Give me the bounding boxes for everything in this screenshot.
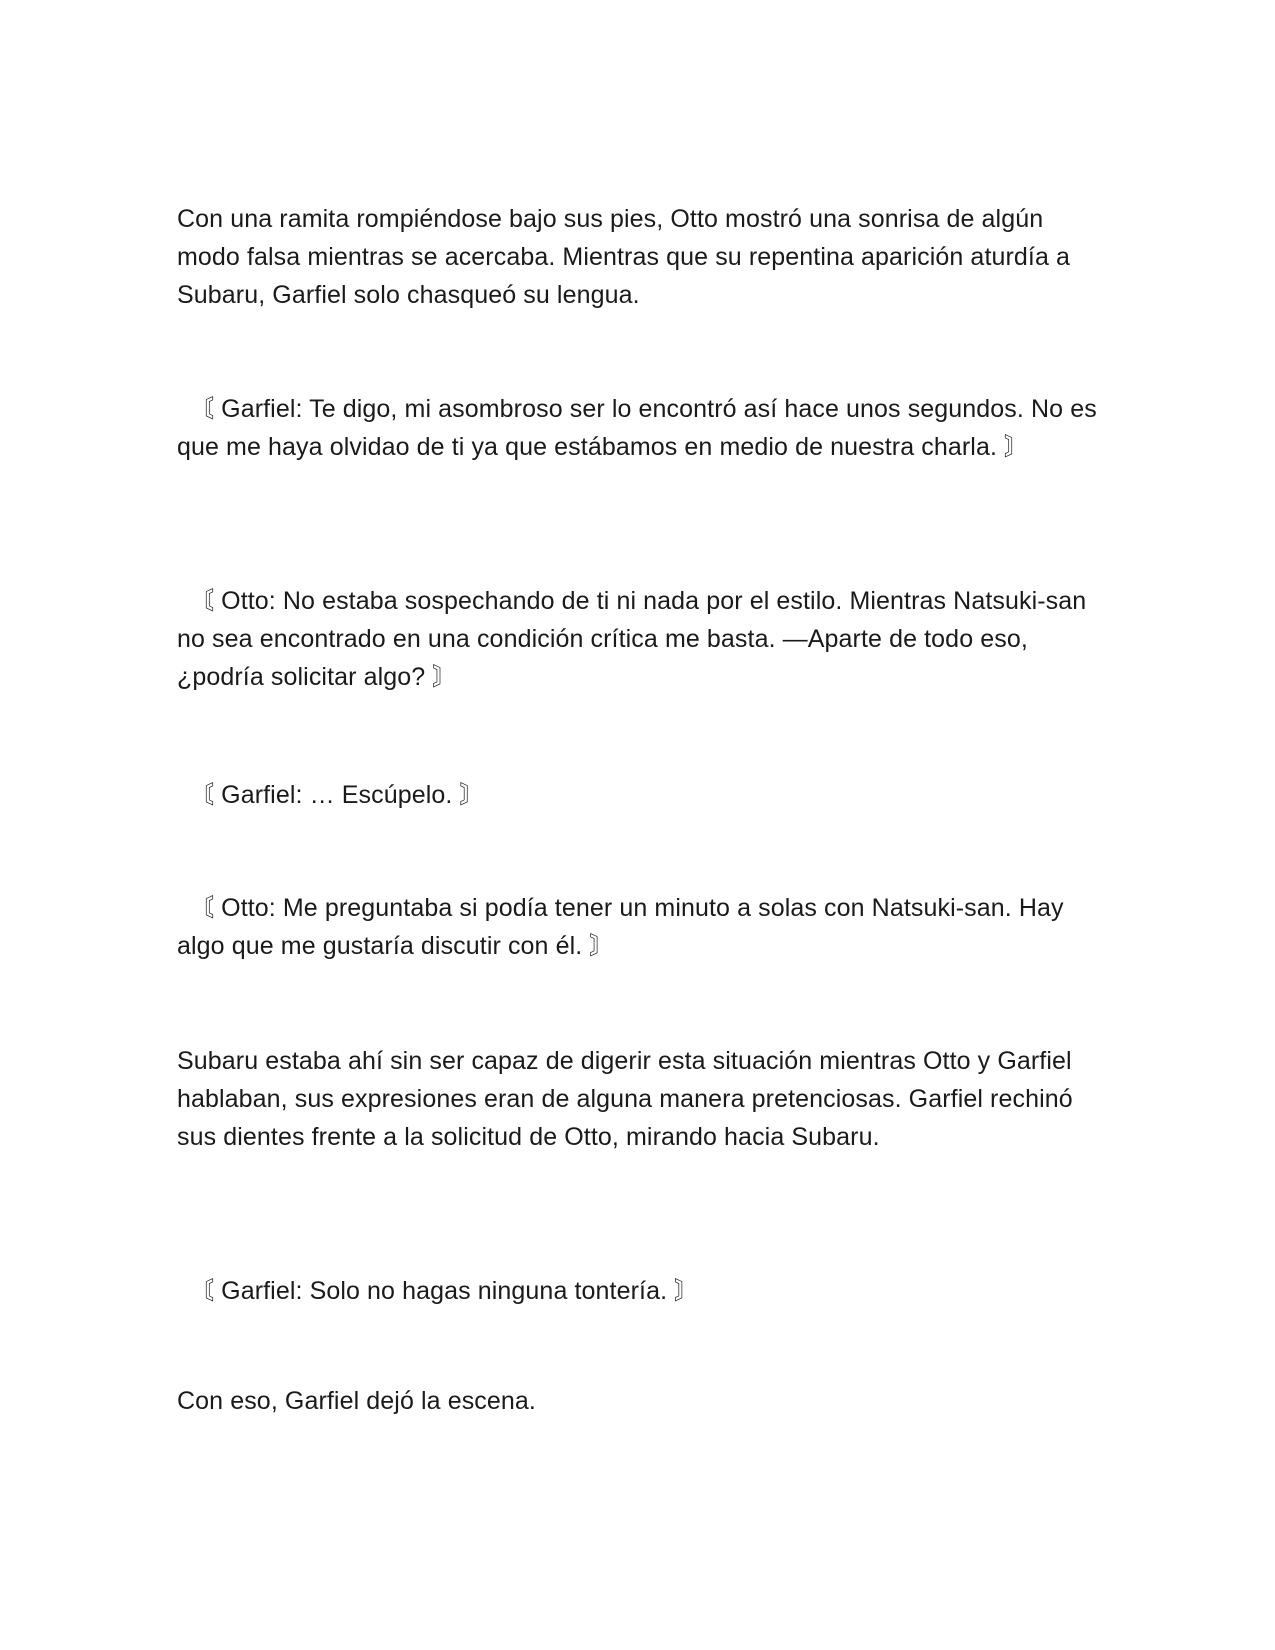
paragraph-narration-1: Con una ramita rompiéndose bajo sus pies, Otto mostró una sonrisa de algún modo falsa mientras se acercaba. Mientras que su repentina aparición aturdía a Subaru, Garfiel solo chasqueó su lengua.	[177, 205, 1071, 309]
paragraph-narration-3: Con eso, Garfiel dejó la escena.	[177, 1387, 536, 1415]
paragraph-narration-2: Subaru estaba ahí sin ser capaz de digerir esta situación mientras Otto y Garfiel hablaban, sus expresiones eran de alguna manera pretenciosas. Garfiel rechinó sus dientes frente a la solicitud de Otto, mirando hacia Subaru.	[177, 1047, 1073, 1151]
paragraph-dialogue-garfiel-3: 〘 Garfiel: Solo no hagas ninguna tontería. 〙	[189, 1277, 700, 1305]
paragraph-dialogue-otto-1: 〘 Otto: No estaba sospechando de ti ni nada por el estilo. Mientras Natsuki-san no sea encontrado en una condición crítica me basta. —Aparte de todo eso, ¿podría solicitar algo? 〙	[177, 587, 1087, 691]
paragraph-dialogue-garfiel-1: 〘 Garfiel: Te digo, mi asombroso ser lo encontró así hace unos segundos. No es que me haya olvidao de ti ya que estábamos en medio de nuestra charla. 〙	[177, 395, 1097, 461]
paragraph-dialogue-garfiel-2: 〘 Garfiel: … Escúpelo. 〙	[189, 781, 485, 809]
paragraph-dialogue-otto-2: 〘 Otto: Me preguntaba si podía tener un minuto a solas con Natsuki-san. Hay algo que me gustaría discutir con él. 〙	[177, 894, 1064, 960]
